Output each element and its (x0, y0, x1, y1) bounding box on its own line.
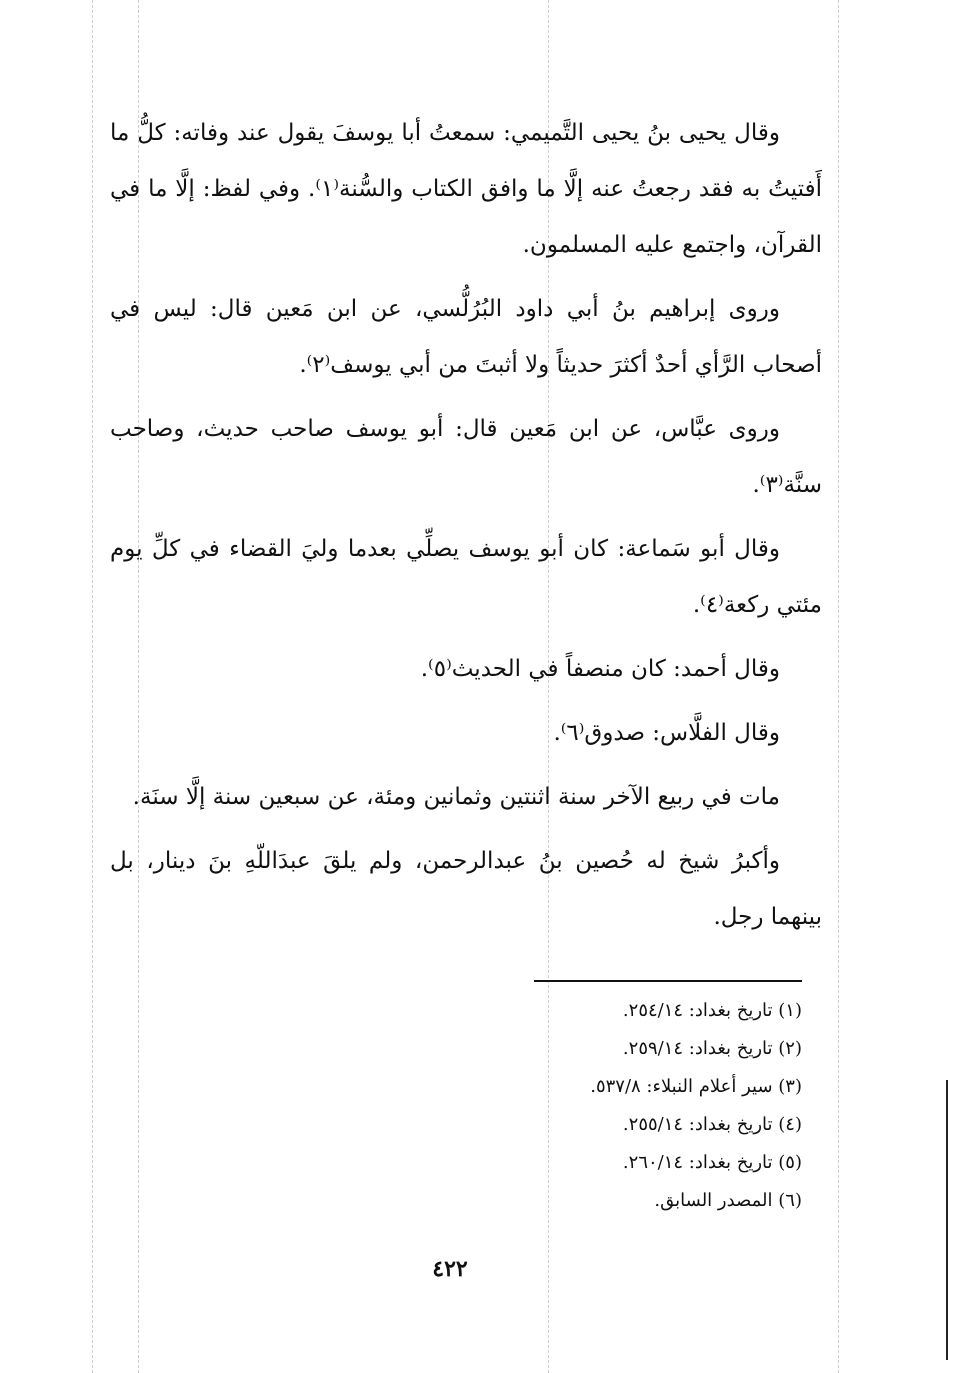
footnote: (٢) تاريخ بغداد: ٢٥٩/١٤. (622, 1038, 802, 1059)
scan-guide-line (838, 0, 839, 1373)
footnote-divider (534, 980, 802, 982)
scan-guide-line (92, 0, 93, 1373)
paragraph: وقال الفلَّاس: صدوق⁽٦⁾. (553, 720, 780, 746)
footnote: (٤) تاريخ بغداد: ٢٥٥/١٤. (622, 1114, 802, 1135)
paragraph: وقال يحيى بنُ يحيى التَّميمي: سمعتُ أبا يوسفَ يقول عند وفاته: كلُّ ما أَفتيتُ به فقد رجعتُ عنه إلَّا ما وافق الكتاب والسُّنة⁽١⁾. وفي لفظ: إلَّا ما في القرآن، واجتمع عليه المسلمون. (110, 120, 822, 258)
footnotes (400, 992, 802, 1220)
footnote: (٦) المصدر السابق. (654, 1190, 802, 1211)
scan-edge-mark (946, 1080, 948, 1360)
footnote: (٥) تاريخ بغداد: ٢٦٠/١٤. (622, 1152, 802, 1173)
paragraph: وروى إبراهيم بنُ أبي داود البُرُلُّسي، عن ابن مَعين قال: ليس في أصحاب الرَّأي أحدٌ أكثرَ حديثاً ولا أثبتَ من أبي يوسف⁽٢⁾. (110, 296, 822, 378)
paragraph: وقال أحمد: كان منصفاً في الحديث⁽٥⁾. (420, 656, 780, 682)
footnote: (٣) سير أعلام النبلاء: ٥٣٧/٨. (590, 1076, 802, 1097)
paragraph: وقال أبو سَماعة: كان أبو يوسف يصلِّي بعدما وليَ القضاء في كلِّ يوم مئتي ركعة⁽٤⁾. (110, 536, 822, 618)
page-number: ٤٢٢ (432, 1256, 468, 1282)
footnote: (١) تاريخ بغداد: ٢٥٤/١٤. (622, 1000, 802, 1021)
paragraph: مات في ربيع الآخر سنة اثنتين وثمانين ومئة، عن سبعين سنة إلَّا سنَة. (132, 784, 780, 810)
main-text (110, 105, 822, 953)
paragraph: وأكبرُ شيخ له حُصين بنُ عبدالرحمن، ولم يلقَ عبدَاللّهِ بنَ دينار، بل بينهما رجل. (110, 848, 822, 930)
paragraph: وروى عبَّاس، عن ابن مَعين قال: أبو يوسف صاحب حديث، وصاحب سنَّة⁽٣⁾. (110, 416, 822, 498)
